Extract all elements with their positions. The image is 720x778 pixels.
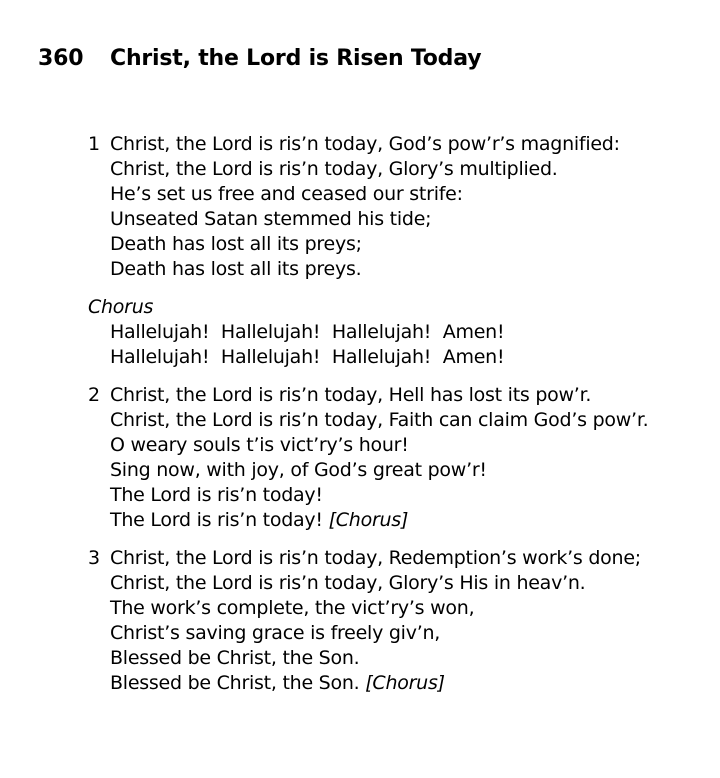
hymn-header: [38, 46, 481, 71]
chorus-label: Chorus: [88, 296, 154, 318]
stanza-2: [88, 383, 648, 533]
stanza-line: He’s set us free and ceased our strife:: [110, 183, 463, 205]
stanza-line: Christ, the Lord is ris’n today, Redemption’s work’s done;: [110, 547, 641, 569]
stanza-3: [88, 546, 648, 696]
stanza-line: Sing now, with joy, of God’s great pow’r!: [110, 459, 487, 481]
chorus-line: Hallelujah! Hallelujah! Hallelujah! Amen!: [110, 321, 505, 343]
hymn-number: 360: [38, 46, 84, 71]
stanza-number: 1: [88, 133, 100, 155]
stanza-line: Christ, the Lord is ris’n today, Glory’s multiplied.: [110, 158, 558, 180]
chorus-block: [88, 295, 648, 370]
chorus-line: Hallelujah! Hallelujah! Hallelujah! Amen!: [110, 346, 505, 368]
stanza-1: [88, 132, 648, 282]
stanza-line: Unseated Satan stemmed his tide;: [110, 208, 432, 230]
stanza-line: The work’s complete, the vict’ry’s won,: [110, 597, 475, 619]
stanza-line: Christ, the Lord is ris’n today, Hell has lost its pow’r.: [110, 384, 592, 406]
stanza-line: Christ, the Lord is ris’n today, Glory’s His in heav’n.: [110, 572, 586, 594]
stanza-line: The Lord is ris’n today!: [110, 484, 323, 506]
stanza-line: Blessed be Christ, the Son.: [110, 647, 360, 669]
stanza-number: 2: [88, 384, 100, 406]
stanza-line: Christ, the Lord is ris’n today, God’s pow’r’s magnified:: [110, 133, 620, 155]
stanza-line-text: Blessed be Christ, the Son.: [110, 672, 360, 694]
stanza-line: Christ, the Lord is ris’n today, Faith can claim God’s pow’r.: [110, 409, 649, 431]
hymn-body: [88, 132, 648, 709]
stanza-line-text: The Lord is ris’n today!: [110, 509, 323, 531]
chorus-reference: [ Chorus ]: [329, 509, 409, 531]
stanza-line: Christ’s saving grace is freely giv’n,: [110, 622, 441, 644]
stanza-number: 3: [88, 547, 100, 569]
hymn-title: Christ, the Lord is Risen Today: [110, 46, 482, 71]
stanza-line: O weary souls t’is vict’ry’s hour!: [110, 434, 409, 456]
chorus-lines: [88, 320, 648, 370]
chorus-reference: [ Chorus ]: [365, 672, 445, 694]
stanza-line: Death has lost all its preys.: [110, 258, 362, 280]
stanza-line-with-chorus-ref: [110, 671, 648, 696]
stanza-line: Death has lost all its preys;: [110, 233, 362, 255]
stanza-line-with-chorus-ref: [110, 508, 648, 533]
